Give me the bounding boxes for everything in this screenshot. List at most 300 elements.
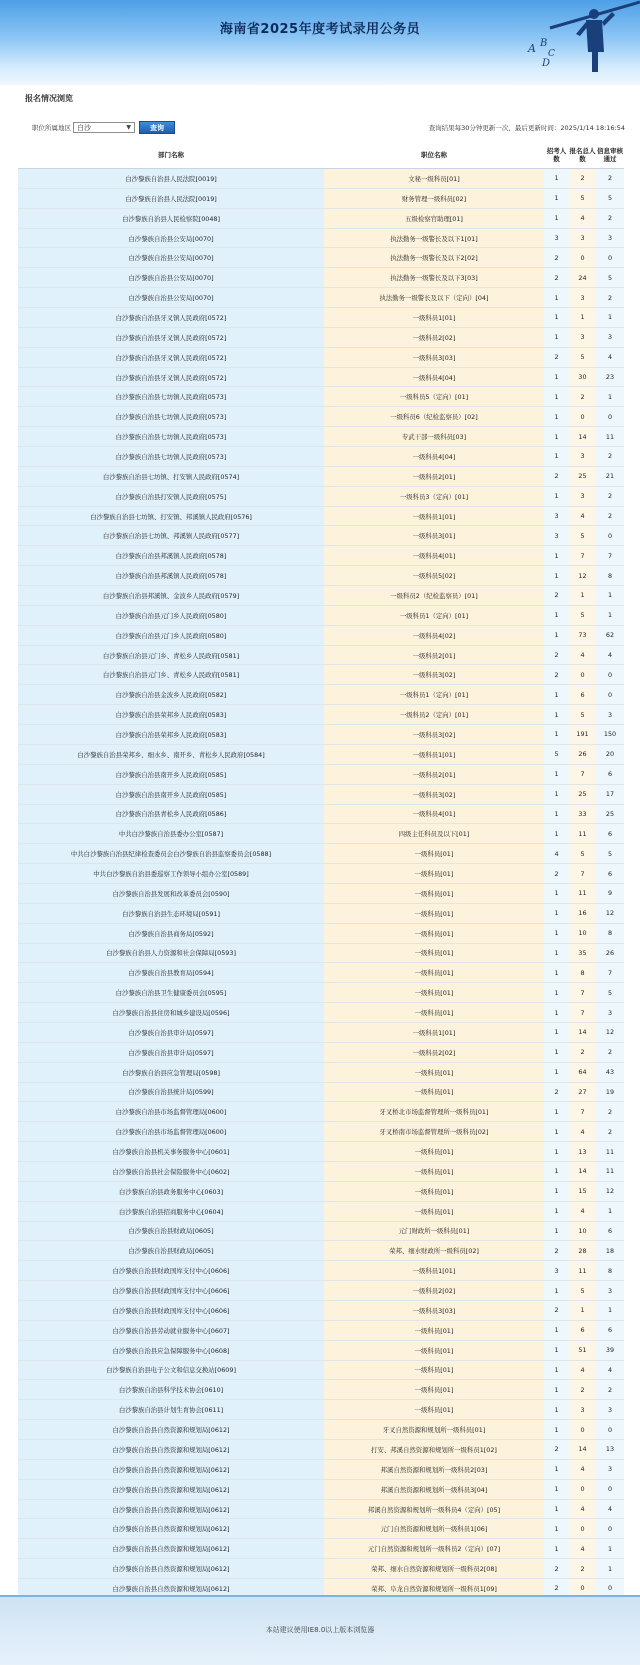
position-cell: 一级科员2（纪检监察员）[01] <box>324 586 544 606</box>
recruit-count-cell: 1 <box>544 983 569 1003</box>
position-cell: 邦溪自然资源和规划所一级科员4（定向）[05] <box>324 1499 544 1519</box>
position-cell: 一级科员[01] <box>324 1201 544 1221</box>
dept-cell: 白沙黎族自治县元门乡、青松乡人民政府[0581] <box>18 665 324 685</box>
applied-count-cell: 4 <box>569 1201 596 1221</box>
recruit-count-cell: 3 <box>544 526 569 546</box>
passed-count-cell: 2 <box>596 447 624 467</box>
recruit-count-cell: 2 <box>544 466 569 486</box>
table-row <box>18 506 624 526</box>
recruit-count-cell: 1 <box>544 764 569 784</box>
table-row <box>18 566 624 586</box>
passed-count-cell: 3 <box>596 228 624 248</box>
applied-count-cell: 16 <box>569 903 596 923</box>
recruit-count-cell: 1 <box>544 903 569 923</box>
passed-count-cell: 2 <box>596 288 624 308</box>
passed-count-cell: 3 <box>596 327 624 347</box>
position-cell: 一级科员1[01] <box>324 308 544 328</box>
table-row <box>18 1380 624 1400</box>
applied-count-cell: 3 <box>569 447 596 467</box>
dept-cell: 白沙黎族自治县公安局[0070] <box>18 268 324 288</box>
recruit-count-cell: 1 <box>544 1042 569 1062</box>
applied-count-cell: 3 <box>569 288 596 308</box>
passed-count-cell: 2 <box>596 1102 624 1122</box>
dept-cell: 白沙黎族自治县公安局[0070] <box>18 228 324 248</box>
dept-cell: 白沙黎族自治县统计局[0599] <box>18 1082 324 1102</box>
header-applied-count: 报名总人数 <box>569 144 596 169</box>
query-button[interactable]: 查询 <box>139 121 175 134</box>
table-row <box>18 804 624 824</box>
position-cell: 一级科员5（定向）[01] <box>324 387 544 407</box>
table-row <box>18 943 624 963</box>
dept-cell: 中共白沙黎族自治县委办公室[0587] <box>18 824 324 844</box>
dept-cell: 白沙黎族自治县自然资源和规划局[0612] <box>18 1499 324 1519</box>
passed-count-cell: 3 <box>596 1459 624 1479</box>
passed-count-cell: 6 <box>596 1320 624 1340</box>
passed-count-cell: 12 <box>596 1181 624 1201</box>
passed-count-cell: 1 <box>596 308 624 328</box>
applied-count-cell: 25 <box>569 466 596 486</box>
recruit-count-cell: 1 <box>544 327 569 347</box>
position-cell: 邦溪自然资源和规划所一级科员3[04] <box>324 1479 544 1499</box>
table-body <box>18 169 624 1658</box>
section-title: 报名情况浏览 <box>25 94 73 103</box>
passed-count-cell: 7 <box>596 546 624 566</box>
recruit-count-cell: 1 <box>544 625 569 645</box>
applied-count-cell: 4 <box>569 506 596 526</box>
position-cell: 一级科员3[03] <box>324 347 544 367</box>
footer <box>0 1595 640 1665</box>
dept-cell: 中共白沙黎族自治县纪律检查委员会白沙黎族自治县监察委员会[0588] <box>18 844 324 864</box>
dept-cell: 白沙黎族自治县七坊镇、邦溪镇人民政府[0577] <box>18 526 324 546</box>
applied-count-cell: 24 <box>569 268 596 288</box>
recruit-count-cell: 1 <box>544 1479 569 1499</box>
applied-count-cell: 3 <box>569 228 596 248</box>
passed-count-cell: 0 <box>596 248 624 268</box>
position-cell: 一级科员4[04] <box>324 367 544 387</box>
passed-count-cell: 1 <box>596 1300 624 1320</box>
dept-cell: 白沙黎族自治县邦溪镇人民政府[0578] <box>18 566 324 586</box>
dept-cell: 白沙黎族自治县市场监督管理局[0600] <box>18 1122 324 1142</box>
table-header-row <box>18 144 624 169</box>
table-row <box>18 864 624 884</box>
dept-cell: 白沙黎族自治县七坊镇人民政府[0573] <box>18 447 324 467</box>
passed-count-cell: 2 <box>596 506 624 526</box>
dept-cell: 白沙黎族自治县审计局[0597] <box>18 1022 324 1042</box>
position-cell: 一级科员[01] <box>324 864 544 884</box>
position-cell: 文秘一级科员[01] <box>324 169 544 189</box>
applied-count-cell: 0 <box>569 407 596 427</box>
applied-count-cell: 14 <box>569 427 596 447</box>
position-cell: 一级科员2[02] <box>324 1042 544 1062</box>
table-row <box>18 208 624 228</box>
recruit-count-cell: 1 <box>544 1360 569 1380</box>
table-row <box>18 387 624 407</box>
passed-count-cell: 2 <box>596 1042 624 1062</box>
applied-count-cell: 2 <box>569 1559 596 1579</box>
dept-cell: 白沙黎族自治县财政局[0605] <box>18 1241 324 1261</box>
applied-count-cell: 1 <box>569 586 596 606</box>
applied-count-cell: 7 <box>569 864 596 884</box>
dept-cell: 白沙黎族自治县荣邦乡人民政府[0583] <box>18 725 324 745</box>
applied-count-cell: 4 <box>569 1122 596 1142</box>
position-cell: 一级科员4[01] <box>324 546 544 566</box>
position-cell: 荣邦、细水财政所一级科员[02] <box>324 1241 544 1261</box>
position-cell: 牙叉桥北市场监督管理所一级科员[01] <box>324 1102 544 1122</box>
applied-count-cell: 10 <box>569 923 596 943</box>
dept-cell: 白沙黎族自治县应急管理局[0598] <box>18 1062 324 1082</box>
position-cell: 一级科员3（定向）[01] <box>324 486 544 506</box>
applied-count-cell: 0 <box>569 248 596 268</box>
region-filter-label: 职位所属地区 <box>32 124 71 132</box>
passed-count-cell: 12 <box>596 903 624 923</box>
chevron-down-icon: ▼ <box>126 124 131 131</box>
recruit-count-cell: 1 <box>544 1420 569 1440</box>
passed-count-cell: 39 <box>596 1340 624 1360</box>
passed-count-cell: 1 <box>596 387 624 407</box>
applied-count-cell: 4 <box>569 1539 596 1559</box>
position-cell: 一级科员[01] <box>324 1340 544 1360</box>
position-cell: 一级科员[01] <box>324 1082 544 1102</box>
table-row <box>18 1082 624 1102</box>
passed-count-cell: 26 <box>596 943 624 963</box>
table-row <box>18 367 624 387</box>
registration-table <box>18 144 624 1658</box>
position-cell: 一级科员4[01] <box>324 804 544 824</box>
passed-count-cell: 23 <box>596 367 624 387</box>
position-cell: 一级科员[01] <box>324 1142 544 1162</box>
dept-cell: 白沙黎族自治县牙叉镇人民政府[0572] <box>18 347 324 367</box>
applied-count-cell: 30 <box>569 367 596 387</box>
passed-count-cell: 4 <box>596 347 624 367</box>
header-passed-count: 信息审核通过 <box>596 144 624 169</box>
position-cell: 一级科员[01] <box>324 844 544 864</box>
dept-cell: 白沙黎族自治县商务局[0592] <box>18 923 324 943</box>
recruit-count-cell: 1 <box>544 1102 569 1122</box>
recruit-count-cell: 1 <box>544 824 569 844</box>
dept-cell: 白沙黎族自治县南开乡人民政府[0585] <box>18 764 324 784</box>
recruit-count-cell: 1 <box>544 1201 569 1221</box>
recruit-count-cell: 2 <box>544 1300 569 1320</box>
table-row <box>18 824 624 844</box>
recruit-count-cell: 1 <box>544 784 569 804</box>
passed-count-cell: 8 <box>596 923 624 943</box>
applied-count-cell: 0 <box>569 665 596 685</box>
passed-count-cell: 5 <box>596 188 624 208</box>
table-row <box>18 685 624 705</box>
table-row <box>18 983 624 1003</box>
recruit-count-cell: 1 <box>544 1142 569 1162</box>
passed-count-cell: 1 <box>596 586 624 606</box>
recruit-count-cell: 2 <box>544 1559 569 1579</box>
dept-cell: 白沙黎族自治县住房和城乡建设局[0596] <box>18 1003 324 1023</box>
dept-cell: 白沙黎族自治县邦溪镇、金波乡人民政府[0579] <box>18 586 324 606</box>
recruit-count-cell: 4 <box>544 844 569 864</box>
recruit-count-cell: 1 <box>544 188 569 208</box>
position-cell: 专武干部一级科员[03] <box>324 427 544 447</box>
recruit-count-cell: 1 <box>544 169 569 189</box>
header-position: 职位名称 <box>324 144 544 169</box>
passed-count-cell: 6 <box>596 864 624 884</box>
table-row <box>18 645 624 665</box>
table-row <box>18 1102 624 1122</box>
dept-cell: 白沙黎族自治县电子公文和信息交换站[0609] <box>18 1360 324 1380</box>
header-banner <box>0 0 640 85</box>
dept-cell: 白沙黎族自治县生态环境局[0591] <box>18 903 324 923</box>
dept-cell: 白沙黎族自治县财政国库支付中心[0606] <box>18 1261 324 1281</box>
recruit-count-cell: 1 <box>544 943 569 963</box>
table-row <box>18 764 624 784</box>
position-cell: 执法勤务一级警长及以下3[03] <box>324 268 544 288</box>
position-cell: 一级科员[01] <box>324 983 544 1003</box>
table-row <box>18 605 624 625</box>
recruit-count-cell: 1 <box>544 308 569 328</box>
passed-count-cell: 0 <box>596 407 624 427</box>
position-cell: 一级科员3[01] <box>324 526 544 546</box>
passed-count-cell: 150 <box>596 725 624 745</box>
passed-count-cell: 25 <box>596 804 624 824</box>
recruit-count-cell: 1 <box>544 1380 569 1400</box>
banner-letter-b: B <box>540 38 548 49</box>
region-select[interactable] <box>73 122 135 133</box>
dept-cell: 白沙黎族自治县牙叉镇人民政府[0572] <box>18 327 324 347</box>
dept-cell: 白沙黎族自治县劳动就业服务中心[0607] <box>18 1320 324 1340</box>
position-cell: 打安、邦溪自然资源和规划所一级科员1[02] <box>324 1440 544 1460</box>
recruit-count-cell: 2 <box>544 268 569 288</box>
recruit-count-cell: 1 <box>544 883 569 903</box>
position-cell: 元门财政所一级科员[01] <box>324 1221 544 1241</box>
position-cell: 四级主任科员及以下[01] <box>324 824 544 844</box>
dept-cell: 白沙黎族自治县打安镇人民政府[0575] <box>18 486 324 506</box>
position-cell: 一级科员3[02] <box>324 725 544 745</box>
dept-cell: 白沙黎族自治县计划生育协会[0611] <box>18 1400 324 1420</box>
table-row <box>18 1003 624 1023</box>
applied-count-cell: 7 <box>569 764 596 784</box>
dept-cell: 白沙黎族自治县人力资源和社会保障局[0593] <box>18 943 324 963</box>
applied-count-cell: 5 <box>569 705 596 725</box>
position-cell: 一级科员3[02] <box>324 784 544 804</box>
table-row <box>18 407 624 427</box>
table-row <box>18 1539 624 1559</box>
recruit-count-cell: 1 <box>544 685 569 705</box>
dept-cell: 白沙黎族自治县七坊镇人民政府[0573] <box>18 407 324 427</box>
position-cell: 一级科员[01] <box>324 1400 544 1420</box>
table-row <box>18 1360 624 1380</box>
recruit-count-cell: 1 <box>544 288 569 308</box>
dept-cell: 白沙黎族自治县元门乡人民政府[0580] <box>18 625 324 645</box>
passed-count-cell: 18 <box>596 1241 624 1261</box>
applied-count-cell: 13 <box>569 1142 596 1162</box>
header-dept: 部门名称 <box>18 144 324 169</box>
recruit-count-cell: 2 <box>544 347 569 367</box>
applied-count-cell: 5 <box>569 347 596 367</box>
passed-count-cell: 2 <box>596 208 624 228</box>
passed-count-cell: 21 <box>596 466 624 486</box>
applied-count-cell: 14 <box>569 1022 596 1042</box>
table-row <box>18 1122 624 1142</box>
recruit-count-cell: 2 <box>544 1241 569 1261</box>
dept-cell: 白沙黎族自治县自然资源和规划局[0612] <box>18 1459 324 1479</box>
table-row <box>18 526 624 546</box>
applied-count-cell: 4 <box>569 645 596 665</box>
banner-letter-a: A <box>528 42 536 55</box>
passed-count-cell: 1 <box>596 1539 624 1559</box>
dept-cell: 白沙黎族自治县金波乡人民政府[0582] <box>18 685 324 705</box>
position-cell: 一级科员3[03] <box>324 1300 544 1320</box>
dept-cell: 白沙黎族自治县科学技术协会[0610] <box>18 1380 324 1400</box>
header-recruit-count: 招考人数 <box>544 144 569 169</box>
position-cell: 一级科员1（定向）[01] <box>324 605 544 625</box>
passed-count-cell: 17 <box>596 784 624 804</box>
dept-cell: 白沙黎族自治县发展和改革委员会[0590] <box>18 883 324 903</box>
dept-cell: 白沙黎族自治县元门乡人民政府[0580] <box>18 605 324 625</box>
dept-cell: 白沙黎族自治县自然资源和规划局[0612] <box>18 1479 324 1499</box>
recruit-count-cell: 1 <box>544 725 569 745</box>
applied-count-cell: 191 <box>569 725 596 745</box>
table-row <box>18 784 624 804</box>
position-cell: 牙叉桥南市场监督管理所一级科员[02] <box>324 1122 544 1142</box>
applied-count-cell: 12 <box>569 566 596 586</box>
passed-count-cell: 5 <box>596 844 624 864</box>
applied-count-cell: 64 <box>569 1062 596 1082</box>
table-row <box>18 447 624 467</box>
position-cell: 一级科员2[01] <box>324 645 544 665</box>
applied-count-cell: 7 <box>569 983 596 1003</box>
applied-count-cell: 4 <box>569 1360 596 1380</box>
table-row <box>18 1062 624 1082</box>
applied-count-cell: 5 <box>569 1281 596 1301</box>
position-cell: 一级科员[01] <box>324 943 544 963</box>
passed-count-cell: 62 <box>596 625 624 645</box>
recruit-count-cell: 1 <box>544 1539 569 1559</box>
applied-count-cell: 14 <box>569 1440 596 1460</box>
table-row <box>18 1340 624 1360</box>
passed-count-cell: 0 <box>596 1579 624 1599</box>
position-cell: 元门自然资源和规划所一级科员1[06] <box>324 1519 544 1539</box>
position-cell: 一级科员[01] <box>324 1320 544 1340</box>
applied-count-cell: 51 <box>569 1340 596 1360</box>
position-cell: 荣邦、阜龙自然资源和规划所一级科员1[09] <box>324 1579 544 1599</box>
recruit-count-cell: 3 <box>544 1261 569 1281</box>
recruit-count-cell: 1 <box>544 208 569 228</box>
applied-count-cell: 25 <box>569 784 596 804</box>
table-row <box>18 1181 624 1201</box>
applied-count-cell: 4 <box>569 1459 596 1479</box>
passed-count-cell: 11 <box>596 1142 624 1162</box>
table-row <box>18 1142 624 1162</box>
table-row <box>18 586 624 606</box>
applied-count-cell: 7 <box>569 1003 596 1023</box>
recruit-count-cell: 2 <box>544 586 569 606</box>
recruit-count-cell: 1 <box>544 1400 569 1420</box>
table-row <box>18 1201 624 1221</box>
table-row <box>18 1519 624 1539</box>
passed-count-cell: 4 <box>596 1360 624 1380</box>
page-title: 海南省2025年度考试录用公务员 <box>219 22 421 37</box>
applied-count-cell: 11 <box>569 824 596 844</box>
recruit-count-cell: 1 <box>544 1519 569 1539</box>
table-row <box>18 1420 624 1440</box>
passed-count-cell: 20 <box>596 744 624 764</box>
table-row <box>18 1459 624 1479</box>
recruit-count-cell: 1 <box>544 1340 569 1360</box>
passed-count-cell: 3 <box>596 1003 624 1023</box>
applied-count-cell: 10 <box>569 1221 596 1241</box>
passed-count-cell: 2 <box>596 169 624 189</box>
table-row <box>18 1300 624 1320</box>
recruit-count-cell: 1 <box>544 804 569 824</box>
applied-count-cell: 27 <box>569 1082 596 1102</box>
table-row <box>18 347 624 367</box>
position-cell: 一级科员4[02] <box>324 625 544 645</box>
applied-count-cell: 2 <box>569 169 596 189</box>
applied-count-cell: 1 <box>569 1300 596 1320</box>
dept-cell: 白沙黎族自治县元门乡、青松乡人民政府[0581] <box>18 645 324 665</box>
dept-cell: 白沙黎族自治县自然资源和规划局[0612] <box>18 1559 324 1579</box>
dept-cell: 白沙黎族自治县七坊镇人民政府[0573] <box>18 387 324 407</box>
recruit-count-cell: 1 <box>544 1221 569 1241</box>
recruit-count-cell: 1 <box>544 447 569 467</box>
passed-count-cell: 6 <box>596 824 624 844</box>
recruit-count-cell: 2 <box>544 645 569 665</box>
passed-count-cell: 2 <box>596 1380 624 1400</box>
passed-count-cell: 6 <box>596 764 624 784</box>
table-row <box>18 725 624 745</box>
passed-count-cell: 0 <box>596 526 624 546</box>
dept-cell: 白沙黎族自治县人民检察院[0048] <box>18 208 324 228</box>
dept-cell: 白沙黎族自治县卫生健康委员会[0595] <box>18 983 324 1003</box>
dept-cell: 白沙黎族自治县自然资源和规划局[0612] <box>18 1440 324 1460</box>
passed-count-cell: 0 <box>596 685 624 705</box>
dept-cell: 白沙黎族自治县荣邦乡、细水乡、南开乡、青松乡人民政府[0584] <box>18 744 324 764</box>
region-filter <box>32 121 175 134</box>
table-row <box>18 1241 624 1261</box>
position-cell: 一级科员[01] <box>324 883 544 903</box>
position-cell: 一级科员[01] <box>324 1181 544 1201</box>
recruit-count-cell: 1 <box>544 1022 569 1042</box>
position-cell: 一级科员[01] <box>324 1360 544 1380</box>
passed-count-cell: 11 <box>596 1161 624 1181</box>
recruit-count-cell: 2 <box>544 1579 569 1599</box>
dept-cell: 白沙黎族自治县人民法院[0019] <box>18 188 324 208</box>
table-row <box>18 486 624 506</box>
dept-cell: 白沙黎族自治县自然资源和规划局[0612] <box>18 1519 324 1539</box>
recruit-count-cell: 1 <box>544 407 569 427</box>
position-cell: 一级科员2（定向）[01] <box>324 705 544 725</box>
dept-cell: 白沙黎族自治县政务服务中心[0603] <box>18 1181 324 1201</box>
position-cell: 一级科员[01] <box>324 1003 544 1023</box>
table-row <box>18 923 624 943</box>
position-cell: 荣邦、细水自然资源和规划所一级科员2[08] <box>324 1559 544 1579</box>
applied-count-cell: 6 <box>569 1320 596 1340</box>
position-cell: 一级科员1（定向）[01] <box>324 685 544 705</box>
recruit-count-cell: 2 <box>544 248 569 268</box>
table-row <box>18 1479 624 1499</box>
recruit-count-cell: 1 <box>544 367 569 387</box>
table-row <box>18 427 624 447</box>
dept-cell: 白沙黎族自治县招商服务中心[0604] <box>18 1201 324 1221</box>
passed-count-cell: 7 <box>596 963 624 983</box>
dept-cell: 白沙黎族自治县财政局[0605] <box>18 1221 324 1241</box>
applied-count-cell: 1 <box>569 308 596 328</box>
table-row <box>18 169 624 189</box>
passed-count-cell: 1 <box>596 605 624 625</box>
applied-count-cell: 28 <box>569 1241 596 1261</box>
recruit-count-cell: 1 <box>544 605 569 625</box>
position-cell: 一级科员2[01] <box>324 466 544 486</box>
passed-count-cell: 5 <box>596 983 624 1003</box>
table-row <box>18 546 624 566</box>
dept-cell: 白沙黎族自治县公安局[0070] <box>18 248 324 268</box>
